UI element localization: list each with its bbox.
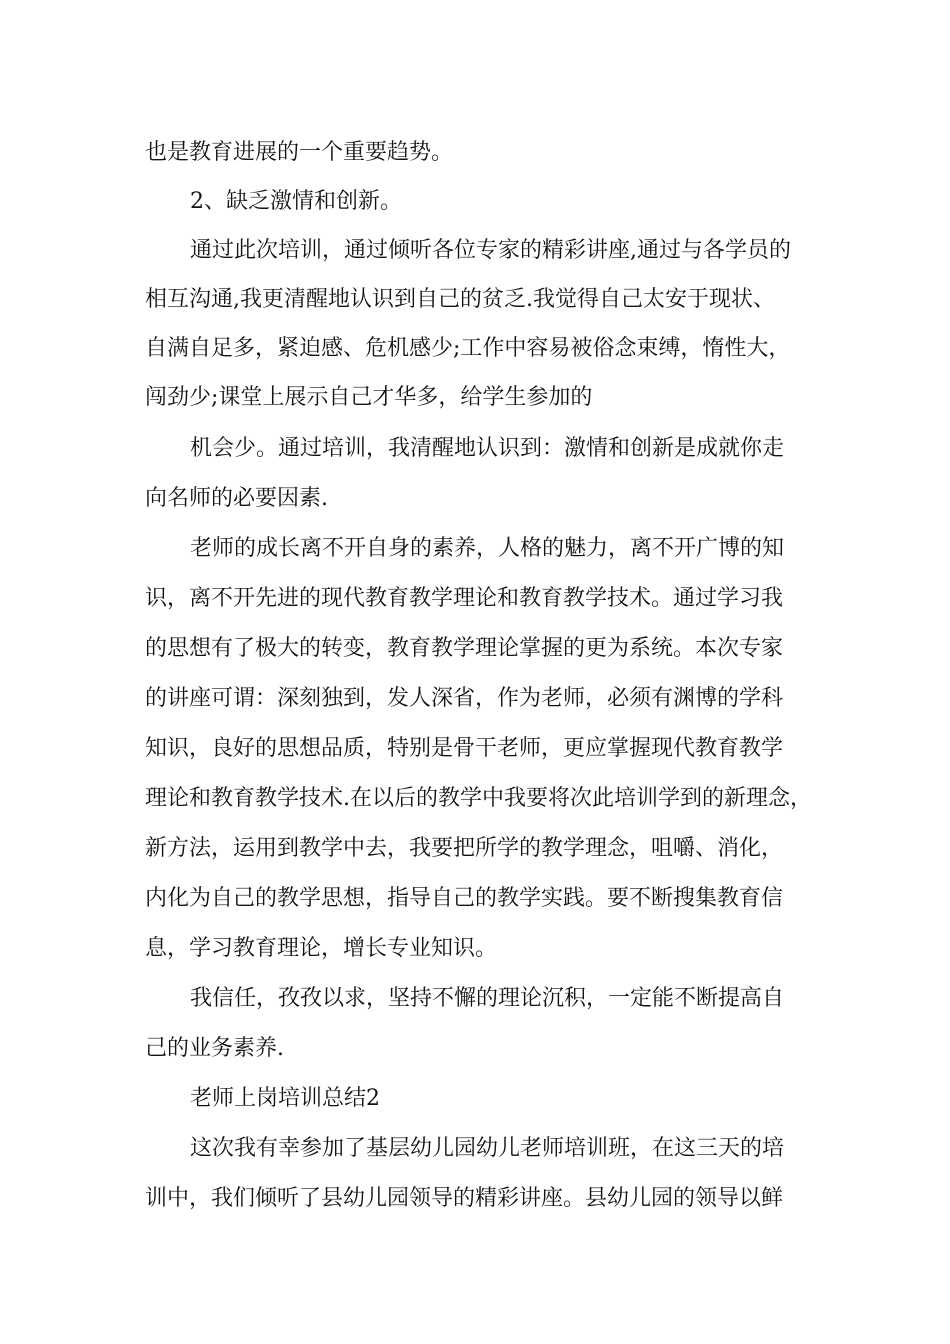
list-item-heading: 2、缺乏激情和创新。 [190, 189, 402, 214]
paragraph-line: 己的业务素养. [145, 1036, 284, 1061]
paragraph-line: 息，学习教育理论，增长专业知识。 [145, 936, 498, 961]
paragraph-line: 识，离不开先进的现代教育教学理论和教育教学技术。通过学习我 [145, 586, 784, 611]
paragraph-line: 知识，良好的思想品质，特别是骨干老师，更应掌握现代教育教学 [145, 736, 784, 761]
paragraph-line: 闯劲少;课堂上展示自己才华多，给学生参加的 [145, 385, 593, 410]
paragraph-line: 的讲座可谓：深刻独到，发人深省，作为老师，必须有渊博的学科 [145, 686, 784, 711]
paragraph-line: 机会少。通过培训，我清醒地认识到：激情和创新是成就你走 [190, 436, 785, 461]
paragraph-line: 新方法，运用到教学中去，我要把所学的教学理念，咀嚼、消化， [145, 836, 784, 861]
paragraph-line: 理论和教育教学技术.在以后的教学中我要将次此培训学到的新理念， [145, 786, 812, 811]
paragraph-line: 相互沟通,我更清醒地认识到自己的贫乏.我觉得自己太安于现状、 [145, 287, 775, 312]
paragraph-line: 内化为自己的教学思想，指导自己的教学实践。要不断搜集教育信 [145, 886, 784, 911]
paragraph-line: 自满自足多，紧迫感、危机感少;工作中容易被俗念束缚，惰性大， [145, 336, 791, 361]
paragraph-line: 的思想有了极大的转变，教育教学理论掌握的更为系统。本次专家 [145, 636, 784, 661]
section-title: 老师上岗培训总结2 [190, 1086, 380, 1111]
paragraph-line: 训中，我们倾听了县幼儿园领导的精彩讲座。县幼儿园的领导以鲜 [145, 1186, 784, 1211]
paragraph-line: 通过此次培训，通过倾听各位专家的精彩讲座,通过与各学员的 [190, 238, 791, 263]
text-line: 也是教育进展的一个重要趋势。 [145, 140, 454, 165]
paragraph-line: 向名师的必要因素. [145, 486, 328, 511]
paragraph-line: 这次我有幸参加了基层幼儿园幼儿老师培训班，在这三天的培 [190, 1136, 785, 1161]
paragraph-line: 我信任，孜孜以求，坚持不懈的理论沉积，一定能不断提高自 [190, 986, 785, 1011]
paragraph-line: 老师的成长离不开自身的素养，人格的魅力，离不开广博的知 [190, 536, 785, 561]
